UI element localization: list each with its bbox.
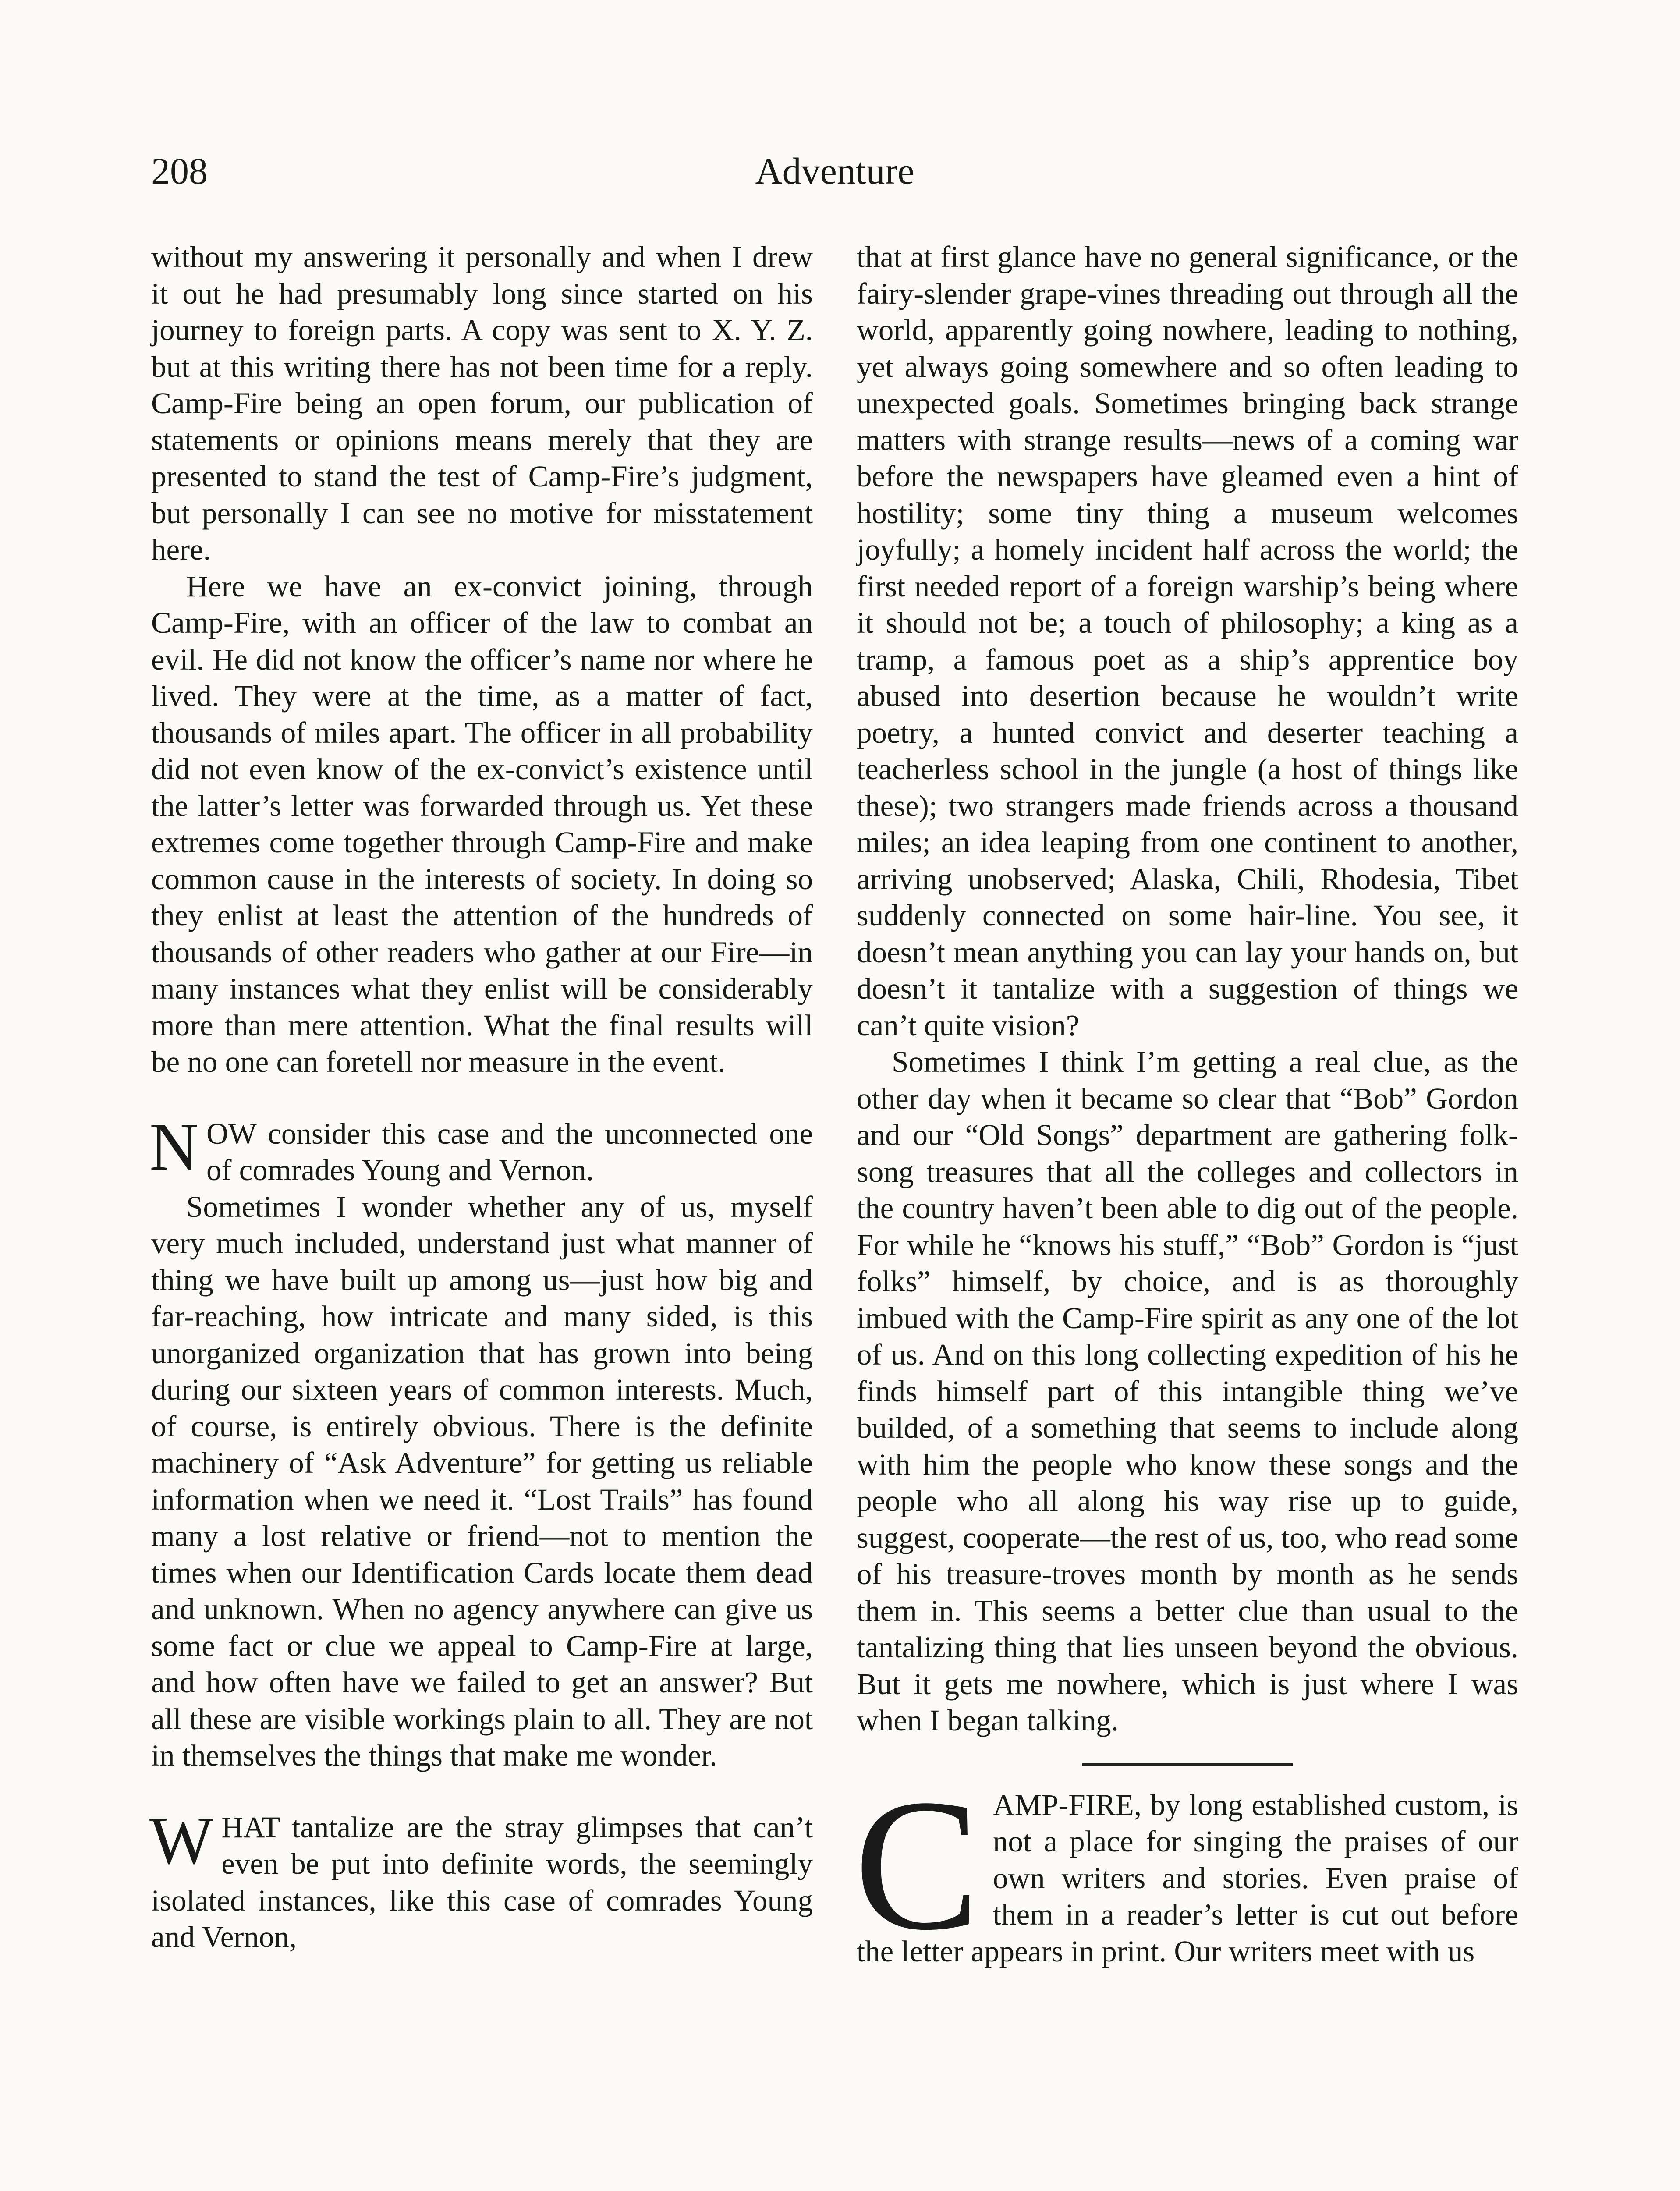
paragraph: Sometimes I think I’m getting a real clue, as the other day when it became so clear that “Bob” Gordon and our “Old Songs” department are gathering folk-song treasures that all the colleges and collectors in the country haven’t been able to dig out of the people. For while he “knows his stuff,” “Bob” Gordon is “just folks” himself, by choice, and is as thoroughly imbued with the Camp-Fire spirit as any one of the lot of us. And on this long collecting expedition of his he finds himself part of this intangible thing we’ve builded, of a something that seems to include along with him the people who know these songs and the people who all along his way rise up to guide, suggest, cooperate—the rest of us, too, who read some of his treasure-troves month by month as he sends them in. This seems a better clue than usual to the tantalizing thing that lies unseen beyond the obvious. But it gets me nowhere, which is just where I was when I began talking. [857, 1045, 1518, 1737]
page-number: 208 [151, 150, 208, 192]
section-paragraph [149, 1802, 813, 1956]
paragraph-text: OW consider this case and the unconnected one of comrades Young and Vernon. [206, 1117, 813, 1187]
right-column [854, 239, 1518, 1970]
drop-cap: C [854, 1760, 980, 1969]
drop-cap: W [149, 1802, 214, 1878]
section-paragraph [149, 1109, 813, 1189]
paragraph: that at first glance have no general significance, or the fairy-slender grape-vines threading out through all the world, apparently going nowhere, leading to nothing, yet always going somewhere and so often leading to unexpected goals. Sometimes bringing back strange matters with strange results—news of a coming war before the newspapers have gleamed even a hint of hostility; some tiny thing a museum welcomes joyfully; a homely incident half across the world; the first needed report of a foreign warship’s being where it should not be; a touch of philosophy; a king as a tramp, a famous poet as a ship’s apprentice boy abused into desertion because he wouldn’t write poetry, a hunted convict and deserter teaching a teacherless school in the jungle (a host of things like these); two strangers made friends across a thousand miles; an idea leaping from one continent to another, arriving unobserved; Alaska, Chili, Rhodesia, Tibet suddenly connected on some hair-line. You see, it doesn’t mean anything you can lay your hands on, but doesn’t it tantalize with a suggestion of things we can’t quite vision? [857, 240, 1518, 1042]
section-divider [1082, 1763, 1293, 1769]
paragraph-text: HAT tantalize are the stray glimpses that can’t even be put into definite words, the seemingly isolated instances, like this case of comrades Young and Vernon, [151, 1810, 813, 1953]
paragraph: Sometimes I wonder whether any of us, myself very much included, understand just what manner of thing we have built up among us—just how big and far-reaching, how intricate and many sided, is this unorganized organization that has grown into being during our sixteen years of common interests. Much, of course, is entirely obvious. There is the definite machinery of “Ask Adventure” for getting us reliable information when we need it. “Lost Trails” has found many a lost relative or friend—not to mention the times when our Identification Cards locate them dead and unknown. When no agency anywhere can give us some fact or clue we appeal to Camp-Fire at large, and how often have we failed to get an answer? But all these are visible workings plain to all. They are not in themselves the things that make me wonder. [151, 1190, 813, 1772]
section-paragraph [854, 1760, 1518, 1970]
paragraph: without my answering it personally and when I drew it out he had presumably long since started on his journey to foreign parts. A copy was sent to X. Y. Z. but at this writing there has not been time for a reply. Camp-Fire being an open forum, our publication of statements or opinions means merely that they are presented to stand the test of Camp-Fire’s judgment, but personally I can see no motive for misstatement here. [151, 240, 813, 566]
paragraph-text: AMP-FIRE, by long established custom, is not a place for singing the praises of our own writers and stories. Even praise of them in a reader’s letter is cut out before the letter appears in print. Our writers meet with us [857, 1788, 1518, 1968]
page-header [151, 145, 1518, 206]
running-title: Adventure [755, 150, 914, 192]
left-column [151, 239, 813, 1956]
drop-cap: N [149, 1109, 198, 1184]
paragraph: Here we have an ex-convict joining, through Camp-Fire, with an officer of the law to combat an evil. He did not know the officer’s name nor where he lived. They were at the time, as a matter of fact, thousands of miles apart. The officer in all probability did not even know of the ex-convict’s existence until the latter’s letter was forwarded through us. Yet these extremes come together through Camp-Fire and make common cause in the interests of society. In doing so they enlist at least the attention of the hundreds of thousands of other readers who gather at our Fire—in many instances what they enlist will be considerably more than mere attention. What the final results will be no one can foretell nor measure in the event. [151, 569, 813, 1078]
